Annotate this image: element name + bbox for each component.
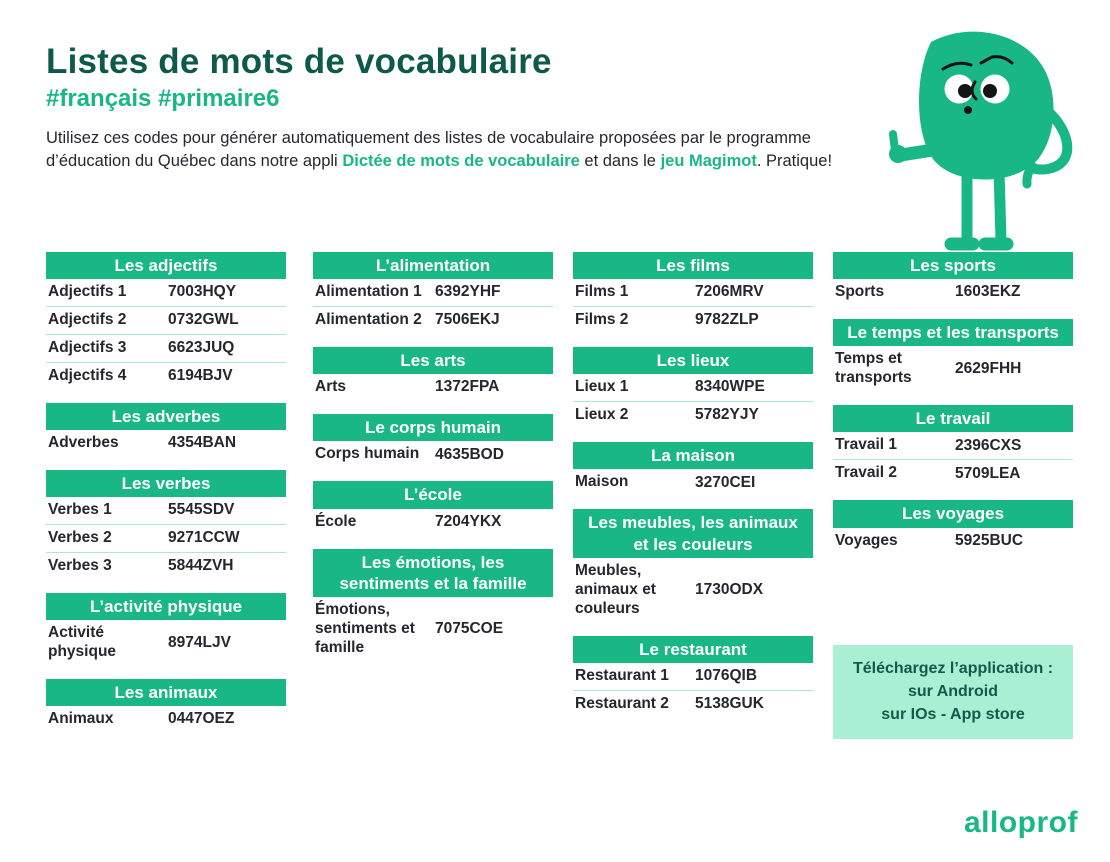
page-header — [46, 44, 886, 174]
download-android-link[interactable]: sur Android — [907, 683, 999, 701]
column-2 — [313, 252, 553, 675]
list-name: Adjectifs 4 — [48, 366, 127, 384]
table-row — [46, 363, 286, 390]
page-subtitle: #français #primaire6 — [46, 84, 280, 112]
list-code: 3270CEI — [695, 473, 756, 491]
vocab-table — [313, 549, 553, 662]
list-code: 4635BOD — [435, 445, 504, 463]
table-row — [46, 430, 286, 457]
list-code: 6392YHF — [435, 283, 501, 301]
list-code: 8974LJV — [168, 633, 231, 651]
table-row — [573, 663, 813, 691]
vocab-table-header: Le travail — [833, 405, 1073, 432]
list-name: Sports — [835, 283, 885, 301]
vocab-table-header: La maison — [573, 442, 813, 469]
table-row — [46, 497, 286, 525]
list-code: 1076QIB — [695, 666, 758, 684]
list-code: 4354BAN — [168, 434, 237, 452]
list-name: Alimentation 1 — [315, 283, 422, 301]
table-row — [313, 374, 553, 401]
vocab-table — [833, 500, 1073, 554]
list-code: 1730ODX — [695, 580, 764, 598]
vocab-table-header: L’alimentation — [313, 252, 553, 279]
list-code: 7506EKJ — [435, 311, 500, 329]
list-code: 0732GWL — [168, 311, 239, 329]
table-row — [833, 460, 1073, 487]
vocab-table-header: Les arts — [313, 347, 553, 374]
table-row — [573, 402, 813, 429]
list-code: 7204YKX — [435, 512, 502, 530]
list-name: Films 2 — [575, 311, 629, 329]
vocab-table-header: Les lieux — [573, 347, 813, 374]
list-name: Temps et transports — [835, 350, 912, 387]
list-name: Verbes 3 — [48, 557, 112, 575]
table-row — [46, 525, 286, 553]
intro-text-2: et dans le — [579, 152, 661, 171]
table-row — [46, 279, 286, 307]
table-row — [833, 528, 1073, 555]
table-row — [46, 307, 286, 335]
dictee-app-link[interactable]: Dictée de mots de vocabulaire — [342, 152, 580, 171]
vocab-table — [46, 403, 286, 457]
table-row — [573, 307, 813, 334]
list-code: 5925BUC — [955, 531, 1024, 549]
vocab-table — [833, 405, 1073, 487]
list-name: Maison — [575, 473, 629, 491]
list-name: Verbes 1 — [48, 501, 112, 519]
table-row — [833, 279, 1073, 306]
table-row — [313, 441, 553, 468]
table-row — [573, 374, 813, 402]
mascot-illustration — [885, 30, 1095, 254]
vocab-table-header: Les voyages — [833, 500, 1073, 527]
list-code: 8340WPE — [695, 378, 765, 396]
list-code: 5709LEA — [955, 464, 1021, 482]
vocab-table — [573, 442, 813, 496]
page-title: Listes de mots de vocabulaire — [46, 42, 552, 81]
vocab-table-header: Les films — [573, 252, 813, 279]
table-row — [573, 279, 813, 307]
list-code: 5138GUK — [695, 694, 764, 712]
download-app-title: Téléchargez l’application : — [852, 660, 1054, 677]
list-name: Restaurant 2 — [575, 694, 669, 712]
list-code: 6194BJV — [168, 367, 233, 385]
table-row — [573, 691, 813, 718]
vocab-table-header: Les animaux — [46, 679, 286, 706]
table-row — [573, 469, 813, 496]
table-row — [313, 597, 553, 662]
list-name: Arts — [315, 378, 347, 396]
download-app-box — [833, 645, 1073, 739]
vocab-table — [46, 593, 286, 666]
list-code: 5844ZVH — [168, 557, 234, 575]
intro-text-3: . Pratique! — [756, 152, 833, 171]
vocab-table-header: Les meubles, les animaux et les couleurs — [573, 509, 813, 558]
vocab-table — [313, 347, 553, 401]
column-1 — [46, 252, 286, 746]
list-name: Verbes 2 — [48, 529, 112, 547]
vocab-table — [573, 509, 813, 622]
list-code: 2629FHH — [955, 360, 1022, 378]
list-name: Travail 2 — [835, 464, 898, 482]
vocab-table-header: L’activité physique — [46, 593, 286, 620]
table-row — [46, 706, 286, 733]
list-name: Films 1 — [575, 283, 629, 301]
vocab-table-header: Les adverbes — [46, 403, 286, 430]
list-name: Adjectifs 1 — [48, 283, 127, 301]
list-name: Émotions, sentiments et famille — [315, 601, 415, 656]
column-4 — [833, 252, 1073, 567]
vocab-table-header: Les adjectifs — [46, 252, 286, 279]
list-code: 5545SDV — [168, 501, 235, 519]
list-code: 0447OEZ — [168, 710, 235, 728]
vocab-table — [313, 414, 553, 468]
list-code: 2396CXS — [955, 436, 1022, 454]
vocab-table — [833, 319, 1073, 392]
vocab-table — [313, 252, 553, 334]
list-name: Adverbes — [48, 434, 119, 452]
vocab-table-header: Le corps humain — [313, 414, 553, 441]
list-code: 7003HQY — [168, 283, 237, 301]
list-name: Animaux — [48, 710, 114, 728]
alloprof-mascot — [885, 30, 1095, 254]
list-code: 9271CCW — [168, 529, 240, 547]
download-ios-link[interactable]: sur IOs - App store — [881, 706, 1025, 724]
table-row — [313, 307, 553, 334]
table-row — [313, 279, 553, 307]
list-code: 6623JUQ — [168, 339, 235, 357]
list-code: 1603EKZ — [955, 283, 1021, 301]
vocab-table — [313, 481, 553, 535]
vocab-table-header: Le restaurant — [573, 636, 813, 663]
vocab-table-header: Les sports — [833, 252, 1073, 279]
list-code: 1372FPA — [435, 378, 500, 396]
list-name: Activité physique — [48, 624, 117, 661]
list-code: 7075COE — [435, 620, 504, 638]
list-name: Restaurant 1 — [575, 666, 669, 684]
vocab-table — [833, 252, 1073, 306]
table-row — [46, 335, 286, 363]
list-code: 5782YJY — [695, 406, 759, 424]
table-row — [833, 346, 1073, 392]
list-name: Lieux 2 — [575, 406, 629, 424]
table-row — [313, 509, 553, 536]
vocab-table-header: L’école — [313, 481, 553, 508]
list-name: Adjectifs 3 — [48, 339, 127, 357]
vocab-table — [46, 252, 286, 390]
list-name: Voyages — [835, 531, 898, 549]
table-row — [46, 553, 286, 580]
table-row — [573, 558, 813, 623]
magimot-game-link[interactable]: jeu Magimot — [660, 152, 757, 171]
table-row — [46, 620, 286, 666]
table-row — [833, 432, 1073, 460]
intro-text-1: Utilisez ces codes pour générer automatiquement des listes de vocabulaire proposées par le programme d’éducation du Québec dans notre appli — [46, 128, 811, 171]
list-code: 9782ZLP — [695, 311, 759, 329]
vocab-table-header: Le temps et les transports — [833, 319, 1073, 346]
vocab-table-header: Les verbes — [46, 470, 286, 497]
vocab-table — [573, 636, 813, 718]
list-code: 7206MRV — [695, 283, 764, 301]
alloprof-logo: alloprof — [964, 806, 1078, 839]
list-name: Alimentation 2 — [315, 311, 422, 329]
vocab-table-header: Les émotions, les sentiments et la famille — [313, 549, 553, 598]
vocab-table — [573, 252, 813, 334]
intro-paragraph — [46, 127, 846, 174]
vocab-table — [46, 679, 286, 733]
list-name: Adjectifs 2 — [48, 311, 127, 329]
vocab-table — [573, 347, 813, 429]
vocab-table — [46, 470, 286, 580]
column-3 — [573, 252, 813, 731]
list-name: Lieux 1 — [575, 378, 629, 396]
list-name: Meubles, animaux et couleurs — [575, 561, 656, 617]
list-name: Travail 1 — [835, 436, 898, 454]
list-name: Corps humain — [315, 445, 420, 463]
list-name: École — [315, 512, 357, 530]
